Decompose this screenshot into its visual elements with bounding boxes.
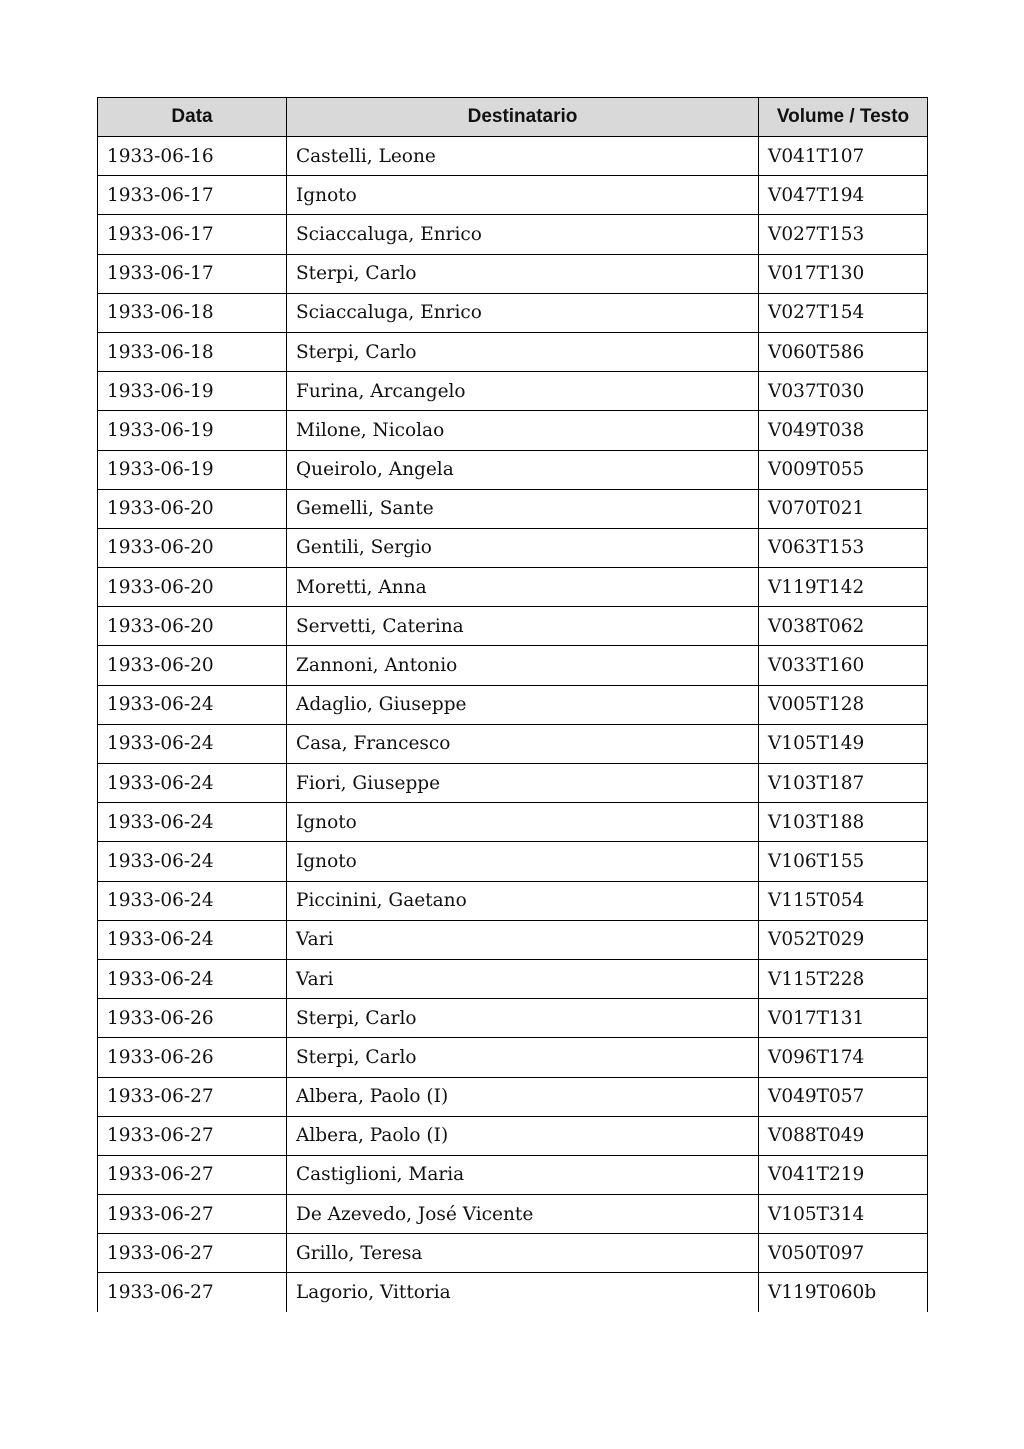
cell-volume: V106T155	[759, 842, 928, 881]
cell-recipient: Queirolo, Angela	[287, 450, 759, 489]
cell-date: 1933-06-20	[98, 607, 287, 646]
cell-date: 1933-06-17	[98, 215, 287, 254]
cell-volume: V017T131	[759, 999, 928, 1038]
cell-date: 1933-06-27	[98, 1077, 287, 1116]
cell-volume: V050T097	[759, 1234, 928, 1273]
cell-date: 1933-06-27	[98, 1234, 287, 1273]
cell-date: 1933-06-20	[98, 489, 287, 528]
cell-date: 1933-06-17	[98, 176, 287, 215]
table-header	[98, 98, 928, 137]
cell-recipient: Fiori, Giuseppe	[287, 764, 759, 803]
table-row	[98, 803, 928, 842]
cell-recipient: Sterpi, Carlo	[287, 1038, 759, 1077]
cell-volume: V088T049	[759, 1116, 928, 1155]
cell-volume: V017T130	[759, 254, 928, 293]
table-row	[98, 372, 928, 411]
cell-date: 1933-06-27	[98, 1155, 287, 1194]
cell-volume: V027T153	[759, 215, 928, 254]
cell-volume: V049T038	[759, 411, 928, 450]
cell-recipient: Furina, Arcangelo	[287, 372, 759, 411]
table-row	[98, 842, 928, 881]
cell-recipient: Piccinini, Gaetano	[287, 881, 759, 920]
cell-volume: V060T586	[759, 332, 928, 371]
cell-recipient: Ignoto	[287, 176, 759, 215]
cell-volume: V005T128	[759, 685, 928, 724]
cell-date: 1933-06-19	[98, 450, 287, 489]
cell-volume: V052T029	[759, 920, 928, 959]
cell-date: 1933-06-27	[98, 1273, 287, 1312]
cell-date: 1933-06-20	[98, 646, 287, 685]
cell-volume: V037T030	[759, 372, 928, 411]
table-row	[98, 724, 928, 763]
cell-volume: V038T062	[759, 607, 928, 646]
header-row	[98, 98, 928, 137]
cell-volume: V027T154	[759, 293, 928, 332]
table-row	[98, 1195, 928, 1234]
cell-recipient: Sterpi, Carlo	[287, 254, 759, 293]
letters-table-container	[97, 97, 927, 1312]
cell-volume: V041T107	[759, 137, 928, 176]
cell-volume: V105T149	[759, 724, 928, 763]
cell-volume: V033T160	[759, 646, 928, 685]
table-row	[98, 176, 928, 215]
table-row	[98, 215, 928, 254]
cell-date: 1933-06-19	[98, 411, 287, 450]
table-row	[98, 450, 928, 489]
table-row	[98, 568, 928, 607]
table-row	[98, 881, 928, 920]
table-row	[98, 1234, 928, 1273]
header-recipient: Destinatario	[287, 98, 759, 137]
table-row	[98, 332, 928, 371]
table-row	[98, 528, 928, 567]
header-volume: Volume / Testo	[759, 98, 928, 137]
cell-recipient: Servetti, Caterina	[287, 607, 759, 646]
cell-date: 1933-06-20	[98, 568, 287, 607]
cell-recipient: Sterpi, Carlo	[287, 999, 759, 1038]
cell-date: 1933-06-24	[98, 764, 287, 803]
table-body	[98, 137, 928, 1313]
cell-volume: V009T055	[759, 450, 928, 489]
cell-recipient: Adaglio, Giuseppe	[287, 685, 759, 724]
cell-recipient: Zannoni, Antonio	[287, 646, 759, 685]
cell-date: 1933-06-18	[98, 332, 287, 371]
cell-date: 1933-06-26	[98, 1038, 287, 1077]
table-row	[98, 685, 928, 724]
table-row	[98, 411, 928, 450]
cell-recipient: Ignoto	[287, 842, 759, 881]
cell-recipient: Castelli, Leone	[287, 137, 759, 176]
cell-recipient: Sciaccaluga, Enrico	[287, 215, 759, 254]
header-date: Data	[98, 98, 287, 137]
cell-date: 1933-06-26	[98, 999, 287, 1038]
cell-date: 1933-06-24	[98, 920, 287, 959]
cell-volume: V063T153	[759, 528, 928, 567]
table-row	[98, 764, 928, 803]
cell-recipient: Moretti, Anna	[287, 568, 759, 607]
cell-volume: V115T228	[759, 959, 928, 998]
cell-date: 1933-06-24	[98, 724, 287, 763]
cell-volume: V103T188	[759, 803, 928, 842]
cell-date: 1933-06-20	[98, 528, 287, 567]
table-row	[98, 920, 928, 959]
table-row	[98, 999, 928, 1038]
table-row	[98, 959, 928, 998]
cell-date: 1933-06-24	[98, 803, 287, 842]
cell-volume: V047T194	[759, 176, 928, 215]
cell-recipient: Milone, Nicolao	[287, 411, 759, 450]
cell-volume: V041T219	[759, 1155, 928, 1194]
table-row	[98, 607, 928, 646]
cell-recipient: Lagorio, Vittoria	[287, 1273, 759, 1312]
cell-recipient: Albera, Paolo (I)	[287, 1116, 759, 1155]
cell-date: 1933-06-19	[98, 372, 287, 411]
cell-volume: V096T174	[759, 1038, 928, 1077]
cell-date: 1933-06-24	[98, 959, 287, 998]
letters-table	[97, 97, 928, 1312]
cell-volume: V105T314	[759, 1195, 928, 1234]
cell-recipient: Sciaccaluga, Enrico	[287, 293, 759, 332]
cell-recipient: Castiglioni, Maria	[287, 1155, 759, 1194]
cell-date: 1933-06-24	[98, 842, 287, 881]
cell-recipient: Albera, Paolo (I)	[287, 1077, 759, 1116]
cell-volume: V049T057	[759, 1077, 928, 1116]
table-row	[98, 489, 928, 528]
cell-volume: V103T187	[759, 764, 928, 803]
cell-volume: V119T142	[759, 568, 928, 607]
cell-volume: V070T021	[759, 489, 928, 528]
table-row	[98, 1273, 928, 1312]
cell-date: 1933-06-24	[98, 881, 287, 920]
cell-recipient: De Azevedo, José Vicente	[287, 1195, 759, 1234]
cell-date: 1933-06-17	[98, 254, 287, 293]
table-row	[98, 1077, 928, 1116]
table-row	[98, 293, 928, 332]
cell-recipient: Gemelli, Sante	[287, 489, 759, 528]
table-row	[98, 1038, 928, 1077]
cell-date: 1933-06-18	[98, 293, 287, 332]
cell-volume: V115T054	[759, 881, 928, 920]
cell-date: 1933-06-16	[98, 137, 287, 176]
cell-recipient: Ignoto	[287, 803, 759, 842]
cell-date: 1933-06-24	[98, 685, 287, 724]
table-row	[98, 646, 928, 685]
cell-recipient: Vari	[287, 959, 759, 998]
cell-date: 1933-06-27	[98, 1195, 287, 1234]
cell-recipient: Gentili, Sergio	[287, 528, 759, 567]
table-row	[98, 1116, 928, 1155]
table-row	[98, 254, 928, 293]
cell-recipient: Casa, Francesco	[287, 724, 759, 763]
cell-date: 1933-06-27	[98, 1116, 287, 1155]
cell-recipient: Grillo, Teresa	[287, 1234, 759, 1273]
table-row	[98, 137, 928, 176]
cell-recipient: Vari	[287, 920, 759, 959]
cell-volume: V119T060b	[759, 1273, 928, 1312]
table-row	[98, 1155, 928, 1194]
cell-recipient: Sterpi, Carlo	[287, 332, 759, 371]
